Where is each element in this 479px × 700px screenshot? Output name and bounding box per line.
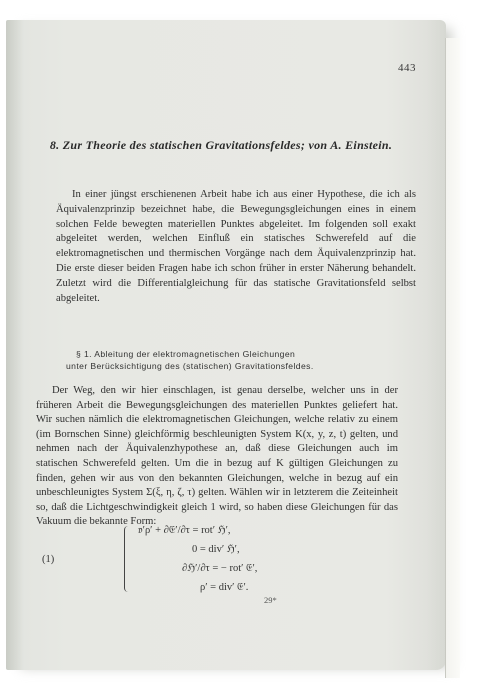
page-number: 443 xyxy=(398,62,416,74)
article-title: 8. Zur Theorie des statischen Gravitationsfeldes; von A. Einstein. xyxy=(49,138,393,152)
page-edge xyxy=(445,38,460,678)
body-text: Der Weg, den wir hier einschlagen, ist genau derselbe, welcher uns in der früheren Arbeit die Bewegungsgleichungen des materiellen Punktes geliefert hat. Wir suchen nämlich die elektromagnetischen Gleichungen, welche relativ zu einem (im Bornschen Sinne) gleichförmig beschleunigten System K(x, y, z, t) gelten, und nehmen nach der Äquivalenzhypothese an, daß diese Gleichungen auch im statischen Schwerefeld gelten. Um die in bezug auf K gültigen Gleichungen zu finden, gehen wir aus von den bekannten Gleichungen, welche in bezug auf ein unbeschleunigtes System Σ(ξ, η, ζ, τ) gelten. Wählen wir in letzterem die Zeiteinheit so, daß die Lichtgeschwindigkeit gleich 1 wird, so haben diese Gleichungen für das Vakuum die bekannte Form: xyxy=(36,385,398,528)
section-heading xyxy=(66,348,426,372)
equation-line-2: 0 = div′ ℌ′, xyxy=(192,544,240,555)
book-page xyxy=(6,20,446,670)
equation-number: (1) xyxy=(42,554,55,565)
equation-brace xyxy=(124,526,131,592)
intro-text: In einer jüngst erschienenen Arbeit habe ich aus einer Hypothese, die ich als Äquivalenzprinzip bezeichnet habe, die Bewegungsgleichungen eines in einem solchen Felde bewegten materiellen Punktes abgeleitet. Im folgenden soll exakt abgeleitet werden, welchen Einfluß ein statisches Schwerefeld auf die elektromagnetischen und thermischen Vorgänge nach dem Äquivalenzprinzip hat. Die erste dieser beiden Fragen habe ich schon früher in erster Näherung behandelt. Zuletzt wird die Differentialgleichung für das statische Gravitationsfeld selbst abgeleitet. xyxy=(56,189,416,304)
equation-line-3: ∂ℌ′/∂τ = − rot′ 𝔈′, xyxy=(182,563,258,574)
section-heading-line-1: § 1. Ableitung der elektromagnetischen Gleichungen xyxy=(76,349,296,359)
body-paragraph xyxy=(36,384,398,530)
intro-paragraph xyxy=(56,188,416,306)
equation-line-1: 𝔳′ρ′ + ∂𝔈′/∂τ = rot′ ℌ′, xyxy=(138,525,231,536)
sheet-signature: 29* xyxy=(264,595,277,605)
equation-block xyxy=(42,520,372,600)
section-heading-line-2: unter Berücksichtigung des (statischen) Gravitationsfeldes. xyxy=(66,361,314,371)
equation-line-4: ρ′ = div′ 𝔈′. xyxy=(200,582,249,593)
